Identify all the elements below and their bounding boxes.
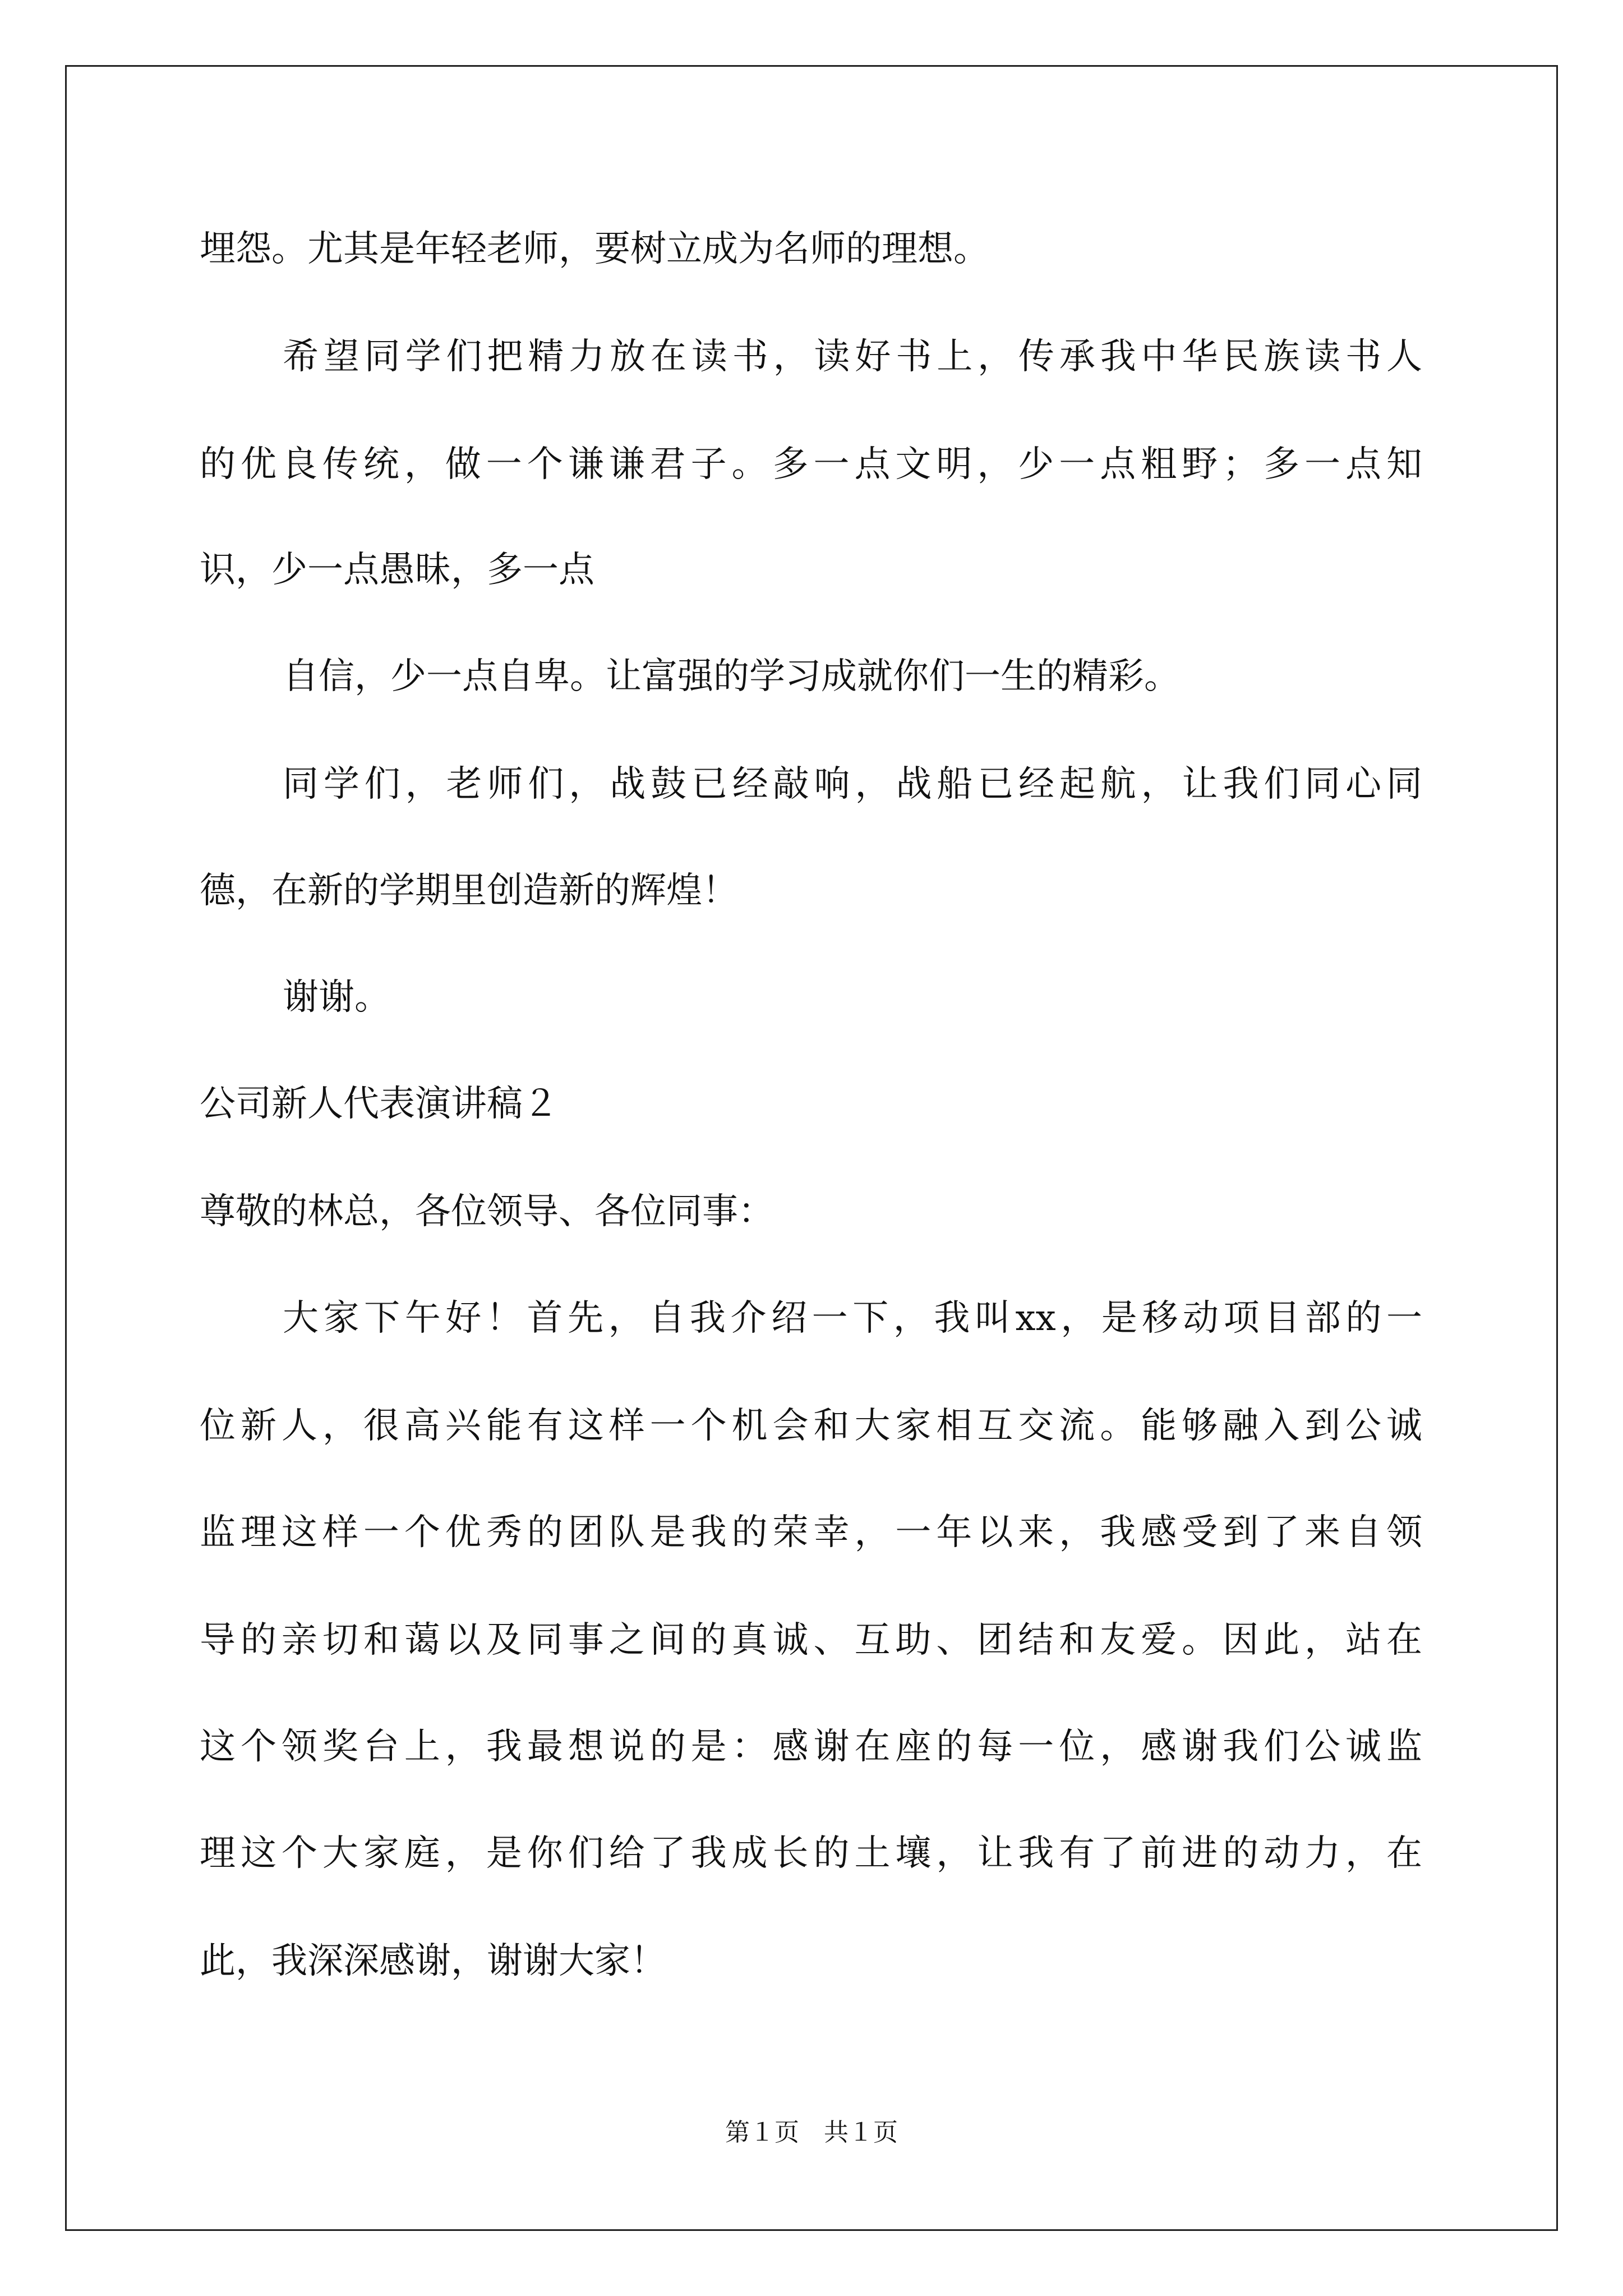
page-border	[65, 65, 1558, 2231]
text-line-1: 埋怨。尤其是年轻老师，要树立成为名师的理想。	[200, 228, 989, 270]
text-line-11: 大家下午好！首先，自我介绍一下，我叫xx，是移动项目部的一	[283, 1297, 1422, 1339]
text-line-6: 同学们，老师们，战鼓已经敲响，战船已经起航，让我们同心同	[283, 763, 1422, 805]
text-line-12: 位新人，很高兴能有这样一个机会和大家相互交流。能够融入到公诚	[200, 1405, 1422, 1447]
text-line-7: 德，在新的学期里创造新的辉煌！	[200, 870, 738, 912]
text-line-4: 识，少一点愚昧，多一点	[200, 549, 594, 591]
section-heading: 公司新人代表演讲稿２	[200, 1083, 559, 1125]
text-line-5: 自信，少一点自卑。让富强的学习成就你们一生的精彩。	[283, 656, 1180, 697]
text-line-13: 监理这样一个优秀的团队是我的荣幸，一年以来，我感受到了来自领	[200, 1512, 1422, 1553]
text-line-16: 理这个大家庭，是你们给了我成长的土壤，让我有了前进的动力，在	[200, 1833, 1422, 1874]
text-line-8: 谢谢。	[283, 977, 390, 1018]
text-line-3: 的优良传统，做一个谦谦君子。多一点文明，少一点粗野；多一点知	[200, 444, 1422, 485]
text-line-17: 此，我深深感谢，谢谢大家！	[200, 1940, 666, 1982]
text-line-2: 希望同学们把精力放在读书，读好书上，传承我中华民族读书人	[283, 336, 1422, 378]
page-footer: 第１页 共１页	[725, 2118, 898, 2147]
salutation-line: 尊敬的林总，各位领导、各位同事：	[200, 1191, 774, 1232]
text-line-15: 这个领奖台上，我最想说的是：感谢在座的每一位，感谢我们公诚监	[200, 1726, 1422, 1768]
text-line-14: 导的亲切和蔼以及同事之间的真诚、互助、团结和友爱。因此，站在	[200, 1619, 1422, 1661]
